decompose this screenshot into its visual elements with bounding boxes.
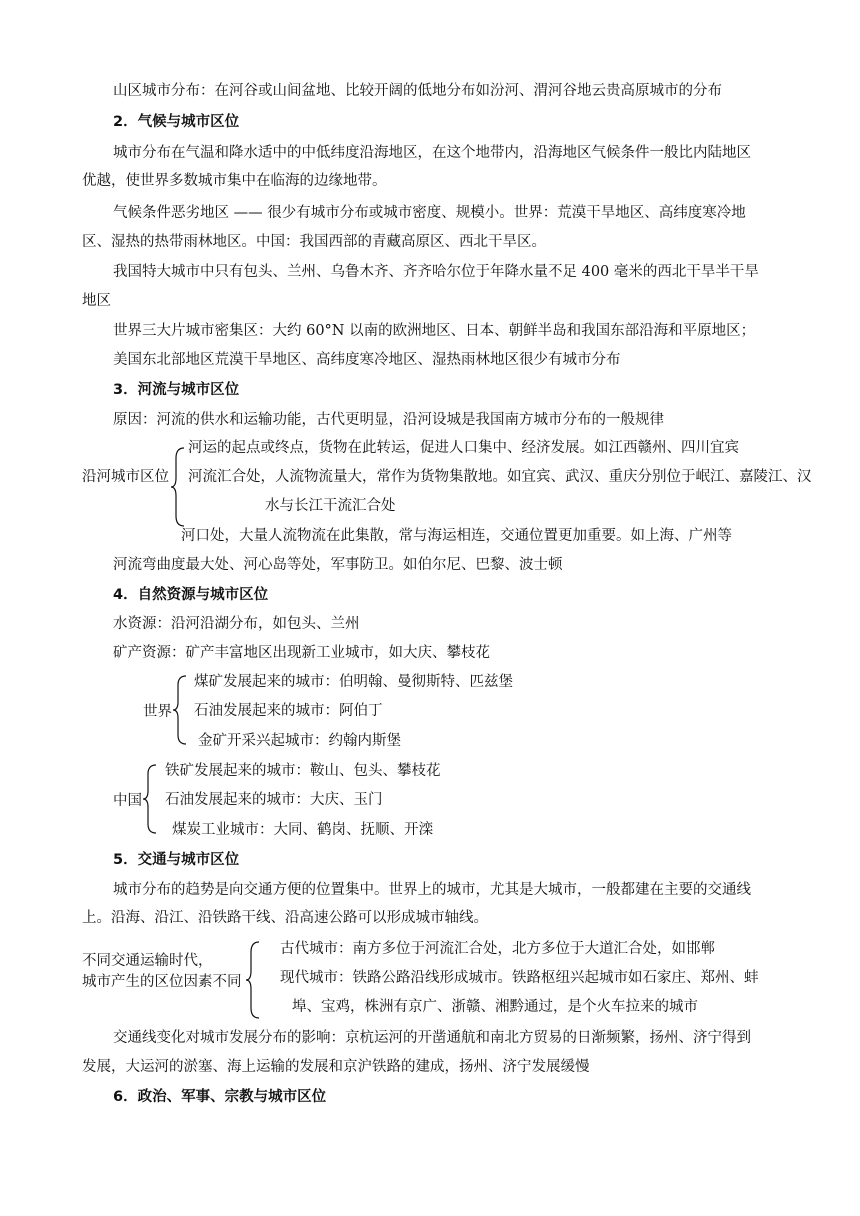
text-line: 煤矿发展起来的城市：伯明翰、曼彻斯特、匹兹堡 xyxy=(194,674,513,690)
text-line: 山区城市分布：在河谷或山间盆地、比较开阔的低地分布如汾河、渭河谷地云贵高原城市的分布 xyxy=(113,83,722,99)
text-line: 美国东北部地区荒漠干旱地区、高纬度寒冷地区、湿热雨林地区很少有城市分布 xyxy=(113,352,621,368)
text-line: 水与长江干流汇合处 xyxy=(265,498,396,514)
text-line: 上。沿海、沿江、沿铁路干线、沿高速公路可以形成城市轴线。 xyxy=(82,910,488,926)
text-line: 金矿开采兴起城市：约翰内斯堡 xyxy=(198,733,401,749)
brace-icon xyxy=(172,674,190,746)
text-line: 河流汇合处，人流物流量大，常作为货物集散地。如宜宾、武汉、重庆分别位于岷江、嘉陵江、汉 xyxy=(188,469,812,485)
brace-label: 世界 xyxy=(143,704,172,720)
text-line: 气候条件恶劣地区 —— 很少有城市分布或城市密度、规模小。世界：荒漠干旱地区、高纬度寒冷地 xyxy=(113,205,746,221)
brace-icon xyxy=(170,446,188,528)
text-line: 交通线变化对城市发展分布的影响：京杭运河的开凿通航和南北方贸易的日渐频繁，扬州、济宁得到 xyxy=(113,1030,751,1046)
text-line: 我国特大城市中只有包头、兰州、乌鲁木齐、齐齐哈尔位于年降水量不足 400 毫米的西北干旱半干旱 xyxy=(113,264,759,280)
brace-label: 不同交通运输时代， xyxy=(82,953,213,969)
text-line: 水资源：沿河沿湖分布，如包头、兰州 xyxy=(113,616,360,632)
text-line: 河流弯曲度最大处、河心岛等处，军事防卫。如伯尔尼、巴黎、波士顿 xyxy=(113,557,563,573)
brace-label: 中国 xyxy=(113,793,142,809)
text-line: 城市分布的趋势是向交通方便的位置集中。世界上的城市，尤其是大城市，一般都建在主要的交通线 xyxy=(113,882,751,898)
text-line: 煤炭工业城市：大同、鹤岗、抚顺、开滦 xyxy=(172,822,433,838)
section-heading: 4．自然资源与城市区位 xyxy=(113,587,269,603)
brace-label: 沿河城市区位 xyxy=(82,469,169,485)
text-line: 铁矿发展起来的城市：鞍山、包头、攀枝花 xyxy=(165,763,441,779)
text-line: 世界三大片城市密集区：大约 60°N 以南的欧洲地区、日本、朝鲜半岛和我国东部沿海和平原地区； xyxy=(113,323,756,339)
section-heading: 5．交通与城市区位 xyxy=(113,852,240,868)
text-line: 优越，使世界多数城市集中在临海的边缘地带。 xyxy=(82,173,387,189)
text-line: 现代城市：铁路公路沿线形成城市。铁路枢纽兴起城市如石家庄、郑州、蚌 xyxy=(280,970,759,986)
text-line: 石油发展起来的城市：阿伯丁 xyxy=(194,703,383,719)
text-line: 石油发展起来的城市：大庆、玉门 xyxy=(165,792,383,808)
section-heading: 3．河流与城市区位 xyxy=(113,382,240,398)
text-line: 矿产资源：矿产丰富地区出现新工业城市，如大庆、攀枝花 xyxy=(113,645,490,661)
brace-label: 城市产生的区位因素不同 xyxy=(82,974,242,990)
text-line: 河运的起点或终点，货物在此转运，促进人口集中、经济发展。如江西赣州、四川宜宾 xyxy=(188,440,739,456)
text-line: 古代城市：南方多位于河流汇合处，北方多位于大道汇合处，如邯郸 xyxy=(280,941,715,957)
text-line: 区、湿热的热带雨林地区。中国：我国西部的青藏高原区、西北干旱区。 xyxy=(82,234,546,250)
section-heading: 6．政治、军事、宗教与城市区位 xyxy=(113,1089,327,1105)
text-line: 河口处，大量人流物流在此集散，常与海运相连，交通位置更加重要。如上海、广州等 xyxy=(181,528,732,544)
text-line: 原因：河流的供水和运输功能，古代更明显，沿河设城是我国南方城市分布的一般规律 xyxy=(113,412,664,428)
section-heading: 2．气候与城市区位 xyxy=(113,114,240,130)
text-line: 发展，大运河的淤塞、海上运输的发展和京沪铁路的建成，扬州、济宁发展缓慢 xyxy=(82,1059,590,1075)
brace-icon xyxy=(245,940,263,1020)
text-line: 城市分布在气温和降水适中的中低纬度沿海地区，在这个地带内，沿海地区气候条件一般比内陆地区 xyxy=(113,145,751,161)
brace-icon xyxy=(142,763,160,835)
text-line: 地区 xyxy=(82,293,111,309)
text-line: 埠、宝鸡，株洲有京广、浙赣、湘黔通过，是个火车拉来的城市 xyxy=(292,999,698,1015)
